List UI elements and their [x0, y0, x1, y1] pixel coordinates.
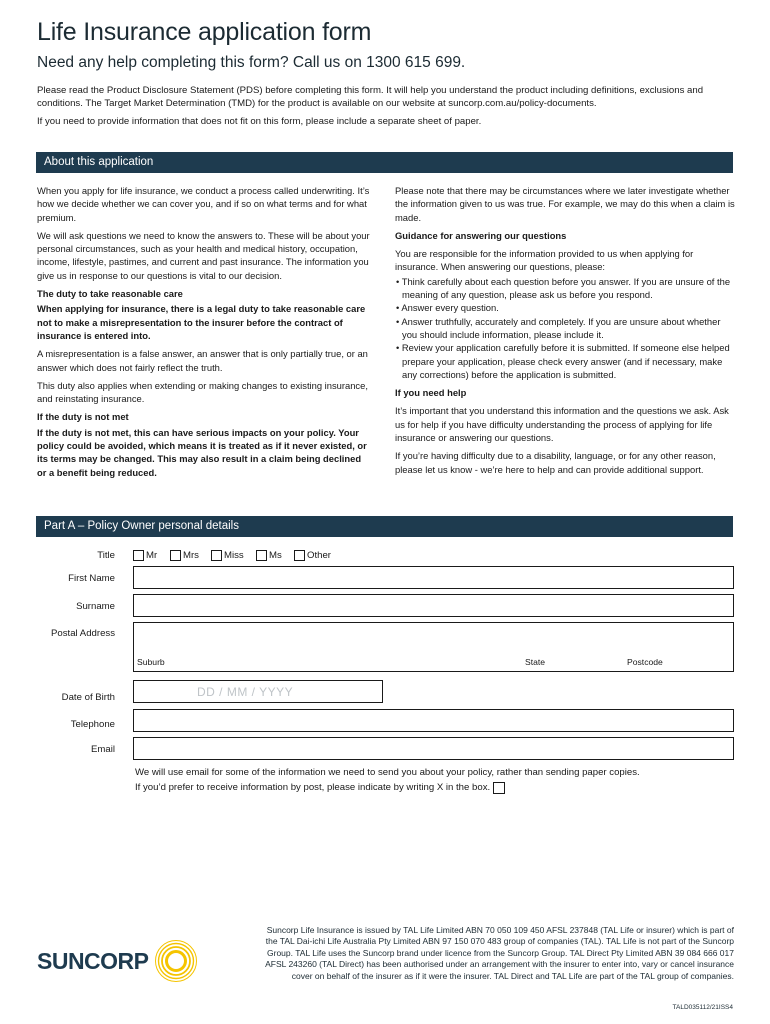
email-note-text: We will use email for some of the information we need to send you about your policy, rather than sending paper copies. [135, 767, 640, 778]
postal-address-label: Postal Address [51, 628, 115, 639]
first-name-field[interactable] [133, 566, 734, 589]
part-a-section-header: Part A – Policy Owner personal details [36, 516, 733, 537]
legal-disclaimer: Suncorp Life Insurance is issued by TAL Life Limited ABN 70 050 109 450 AFSL 237848 (TAL Life or insurer) which is part of the TAL Dai-ichi Life Australia Pty Limited ABN 97 150 070 483 group of companies (TAL). TAL Life is not part of the Suncorp Group. TAL Life uses the Suncorp brand under licence from the Suncorp Group. TAL Direct Pty Limited ABN 39 084 666 017 AFSL 243260 (TAL Direct) has been authorised under an arrangement with the insurer to enter into, vary or cancel insurance cover on behalf of the insurer as if it were the insurer. TAL Direct and TAL Life are part of the TAL group of companies. [265, 925, 734, 981]
sun-icon [153, 938, 199, 984]
dob-label: Date of Birth [61, 692, 115, 703]
help-line: Need any help completing this form? Call us on 1300 615 699. [37, 54, 466, 71]
intro-paragraph-extra-sheet: If you need to provide information that does not fit on this form, please include a separate sheet of paper. [37, 116, 482, 128]
title-option-mr[interactable]: Mr [133, 549, 157, 561]
duty-applies-text: This duty also applies when extending or making changes to existing insurance, and reinstating insurance. [37, 379, 368, 405]
title-label: Title [97, 550, 115, 561]
form-code: TALD035112/21ISS4 [672, 1004, 733, 1011]
email-field[interactable] [133, 737, 734, 760]
responsibility-text: You are responsible for the information provided to us when applying for insurance. When answering our questions, please: [395, 248, 694, 273]
guidance-list [395, 275, 735, 381]
surname-label: Surname [76, 601, 115, 612]
page-title: Life Insurance application form [37, 18, 372, 46]
checkbox-icon[interactable] [294, 550, 305, 561]
about-section-header: About this application [36, 152, 733, 173]
first-name-label: First Name [68, 573, 115, 584]
checkbox-icon[interactable] [133, 550, 144, 561]
post-preference-checkbox[interactable] [493, 782, 505, 794]
logo-wordmark: SUNCORP [37, 947, 149, 974]
email-note [135, 765, 640, 795]
surname-field[interactable] [133, 594, 734, 617]
list-item: • Review your application carefully before it is submitted. If someone else helped prepare your application, please check every answer (and if necessary, make any corrections) before the application is submitted. [396, 342, 730, 380]
checkbox-icon[interactable] [211, 550, 222, 561]
underwriting-text: When you apply for life insurance, we conduct a process called underwriting. It’s how we decide whether we can cover you, and if so on what terms and for what premium. [37, 185, 370, 223]
help-text: It’s important that you understand this information and the questions we ask. Ask us for help if you have difficulty understanding the process of applying for life insurance or answering our questions. [395, 405, 729, 444]
questions-text: We will ask questions we need to know the answers to. These will be about your personal circumstances, such as your health and medical history, occupation, income, lifestyle, pastimes, and current and past insurance. The information you give us in response to our questions is vital to our decision. [37, 229, 370, 281]
checkbox-icon[interactable] [170, 550, 181, 561]
list-item: • Answer every question. [396, 302, 499, 314]
list-item: • Answer truthfully, accurately and completely. If you are unsure about whether you should include information, please include it. [396, 315, 721, 340]
duty-text: When applying for insurance, there is a legal duty to take reasonable care not to make a misrepresentation to the insurer before the contract of insurance is entered into. [37, 303, 366, 341]
support-text: If you’re having difficulty due to a disability, language, or for any other reason, please let us know - we’re here to help and can provide additional support. [395, 450, 716, 475]
suburb-label: Suburb [137, 657, 165, 667]
post-preference-text: If you’d prefer to receive information by post, please indicate by writing X in the box. [135, 782, 491, 793]
intro-text [37, 84, 727, 129]
investigation-note: Please note that there may be circumstances where we later investigate whether the information given to us was true. For example, we may do this when a claim is made. [395, 185, 735, 223]
suncorp-logo [37, 938, 199, 984]
telephone-label: Telephone [70, 719, 115, 730]
title-option-ms[interactable]: Ms [256, 549, 282, 561]
post-preference-row [135, 780, 640, 795]
postcode-label: Postcode [627, 657, 663, 667]
duty-not-met-text: If the duty is not met, this can have serious impacts on your policy. Your policy could be avoided, which means it is treated as if it never existed, or its terms may be changed. This may also result in a claim being declined or a benefit being reduced. [37, 426, 367, 478]
title-option-mrs[interactable]: Mrs [170, 549, 199, 561]
help-heading: If you need help [395, 387, 467, 399]
telephone-field[interactable] [133, 709, 734, 732]
about-right-column [395, 184, 735, 481]
guidance-heading: Guidance for answering our questions [395, 229, 567, 241]
list-item: • Think carefully about each question before you answer. If you are unsure of the meaning of any question, please ask us before you respond. [396, 275, 731, 301]
misrepresentation-text: A misrepresentation is a false answer, an answer that is only partially true, or an answer which does not fairly reflect the truth. [37, 348, 368, 373]
email-label: Email [91, 744, 115, 755]
duty-not-met-heading: If the duty is not met [37, 411, 129, 423]
dob-field[interactable]: DD / MM / YYYY [133, 680, 383, 703]
state-label: State [525, 657, 546, 667]
intro-paragraph-pds: Please read the Product Disclosure Statement (PDS) before completing this form. It will help you understand the product including definitions, exclusions and conditions. The Target Market Determination (TMD) for the product is available on our website at suncorp.com.au/policy-documents. [37, 85, 704, 110]
duty-heading: The duty to take reasonable care [37, 288, 183, 300]
about-left-column [37, 184, 371, 484]
title-option-miss[interactable]: Miss [211, 549, 244, 561]
title-option-other[interactable]: Other [294, 549, 331, 561]
checkbox-icon[interactable] [256, 550, 267, 561]
